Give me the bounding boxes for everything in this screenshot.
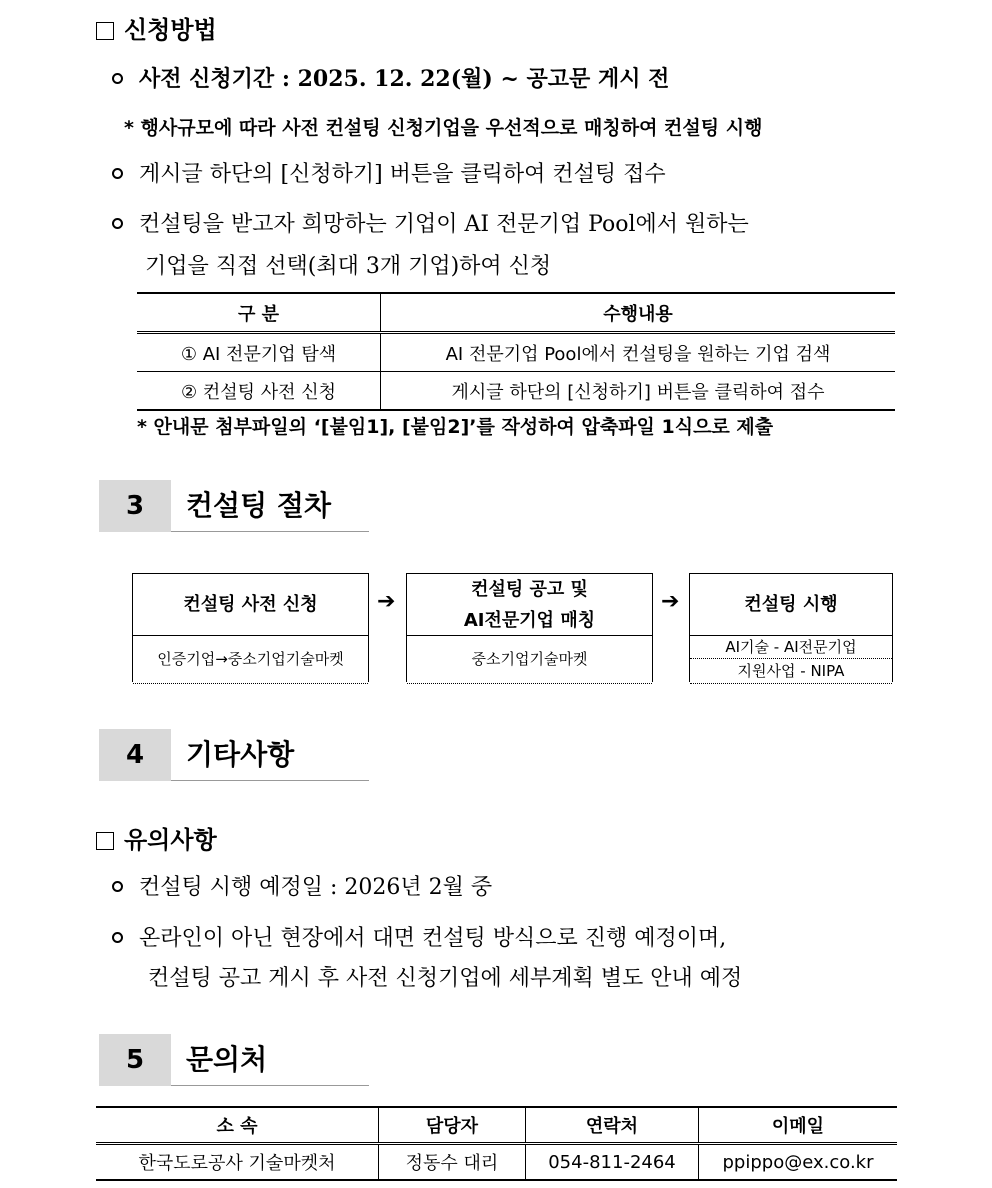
apply-bullet-select-cont: 기업을 직접 선택(최대 3개 기업)하여 신청 bbox=[145, 254, 552, 279]
checkbox-square-icon bbox=[96, 832, 114, 850]
apply-bullet-period: 사전 신청기간 : 2025. 12. 22(월) ~ 공고문 게시 전 bbox=[112, 62, 669, 93]
table-row bbox=[137, 372, 895, 411]
arrow-right-icon: ➔ bbox=[661, 589, 680, 614]
table-row bbox=[96, 1144, 897, 1181]
section-underline bbox=[171, 780, 369, 781]
circle-bullet-icon bbox=[112, 218, 123, 229]
contact-email: ppippo@ex.co.kr bbox=[699, 1144, 898, 1181]
section-4-header bbox=[99, 729, 369, 781]
table-header-row bbox=[96, 1107, 897, 1144]
table-header: 연락처 bbox=[526, 1107, 699, 1144]
notes-bullet-date: 컨설팅 시행 예정일 : 2026년 2월 중 bbox=[112, 870, 492, 901]
apply-bullet-select: 컨설팅을 받고자 희망하는 기업이 AI 전문기업 Pool에서 원하는 bbox=[112, 207, 749, 238]
table-cell: 한국도로공사 기술마켓처 bbox=[96, 1144, 379, 1181]
section-number: 5 bbox=[99, 1034, 171, 1086]
process-step-execute bbox=[689, 573, 893, 682]
step-sub: 인증기업→중소기업기술마켓 bbox=[133, 635, 368, 684]
apply-bullet-button: 게시글 하단의 [신청하기] 버튼을 클릭하여 컨설팅 접수 bbox=[112, 157, 666, 188]
table-cell: 게시글 하단의 [신청하기] 버튼을 클릭하여 접수 bbox=[381, 372, 896, 411]
section-underline bbox=[171, 1085, 369, 1086]
section-title: 문의처 bbox=[186, 1043, 268, 1076]
checkbox-square-icon bbox=[96, 22, 114, 40]
table-header: 담당자 bbox=[379, 1107, 526, 1144]
step-sub: 중소기업기술마켓 bbox=[407, 635, 652, 684]
table-cell: 054-811-2464 bbox=[526, 1144, 699, 1181]
step-sub: AI기술 - AI전문기업 bbox=[690, 635, 892, 659]
process-step-apply bbox=[132, 573, 369, 682]
circle-bullet-icon bbox=[112, 932, 123, 943]
circle-bullet-icon bbox=[112, 881, 123, 892]
apply-heading: 신청방법 bbox=[96, 10, 217, 45]
section-title: 컨설팅 절차 bbox=[186, 489, 331, 522]
notes-heading: 유의사항 bbox=[96, 820, 217, 855]
table-header-row bbox=[137, 293, 895, 333]
step-title: 컨설팅 사전 신청 bbox=[183, 594, 318, 615]
attach-note: * 안내문 첨부파일의 ‘[붙임1], [붙임2]’를 작성하여 압축파일 1식으로 제출 bbox=[137, 416, 774, 438]
step-title: 컨설팅 시행 bbox=[744, 594, 838, 615]
section-number: 3 bbox=[99, 480, 171, 532]
section-number: 4 bbox=[99, 729, 171, 781]
apply-steps-table bbox=[137, 292, 895, 411]
notes-bullet-onsite-cont: 컨설팅 공고 게시 후 사전 신청기업에 세부계획 별도 안내 예정 bbox=[148, 966, 743, 991]
arrow-right-icon: ➔ bbox=[377, 589, 396, 614]
circle-bullet-icon bbox=[112, 73, 123, 84]
table-cell: ① AI 전문기업 탐색 bbox=[137, 333, 381, 372]
table-cell: ② 컨설팅 사전 신청 bbox=[137, 372, 381, 411]
contact-table bbox=[96, 1106, 897, 1181]
table-row bbox=[137, 333, 895, 372]
section-5-header bbox=[99, 1034, 369, 1086]
table-cell: AI 전문기업 Pool에서 컨설팅을 원하는 기업 검색 bbox=[381, 333, 896, 372]
section-3-header bbox=[99, 480, 369, 532]
table-header: 구 분 bbox=[137, 293, 381, 333]
table-cell: 정동수 대리 bbox=[379, 1144, 526, 1181]
circle-bullet-icon bbox=[112, 168, 123, 179]
step-title: 컨설팅 공고 및 bbox=[471, 579, 588, 600]
section-underline bbox=[171, 531, 369, 532]
step-sub: 지원사업 - NIPA bbox=[690, 658, 892, 684]
section-title: 기타사항 bbox=[186, 738, 295, 771]
notes-bullet-onsite: 온라인이 아닌 현장에서 대면 컨설팅 방식으로 진행 예정이며, bbox=[112, 921, 726, 952]
apply-note-priority: * 행사규모에 따라 사전 컨설팅 신청기업을 우선적으로 매칭하여 컨설팅 시행 bbox=[124, 117, 763, 139]
table-header: 수행내용 bbox=[381, 293, 896, 333]
step-title: AI전문기업 매칭 bbox=[463, 610, 596, 631]
process-step-matching bbox=[406, 573, 653, 682]
table-header: 소 속 bbox=[96, 1107, 379, 1144]
table-header: 이메일 bbox=[699, 1107, 898, 1144]
